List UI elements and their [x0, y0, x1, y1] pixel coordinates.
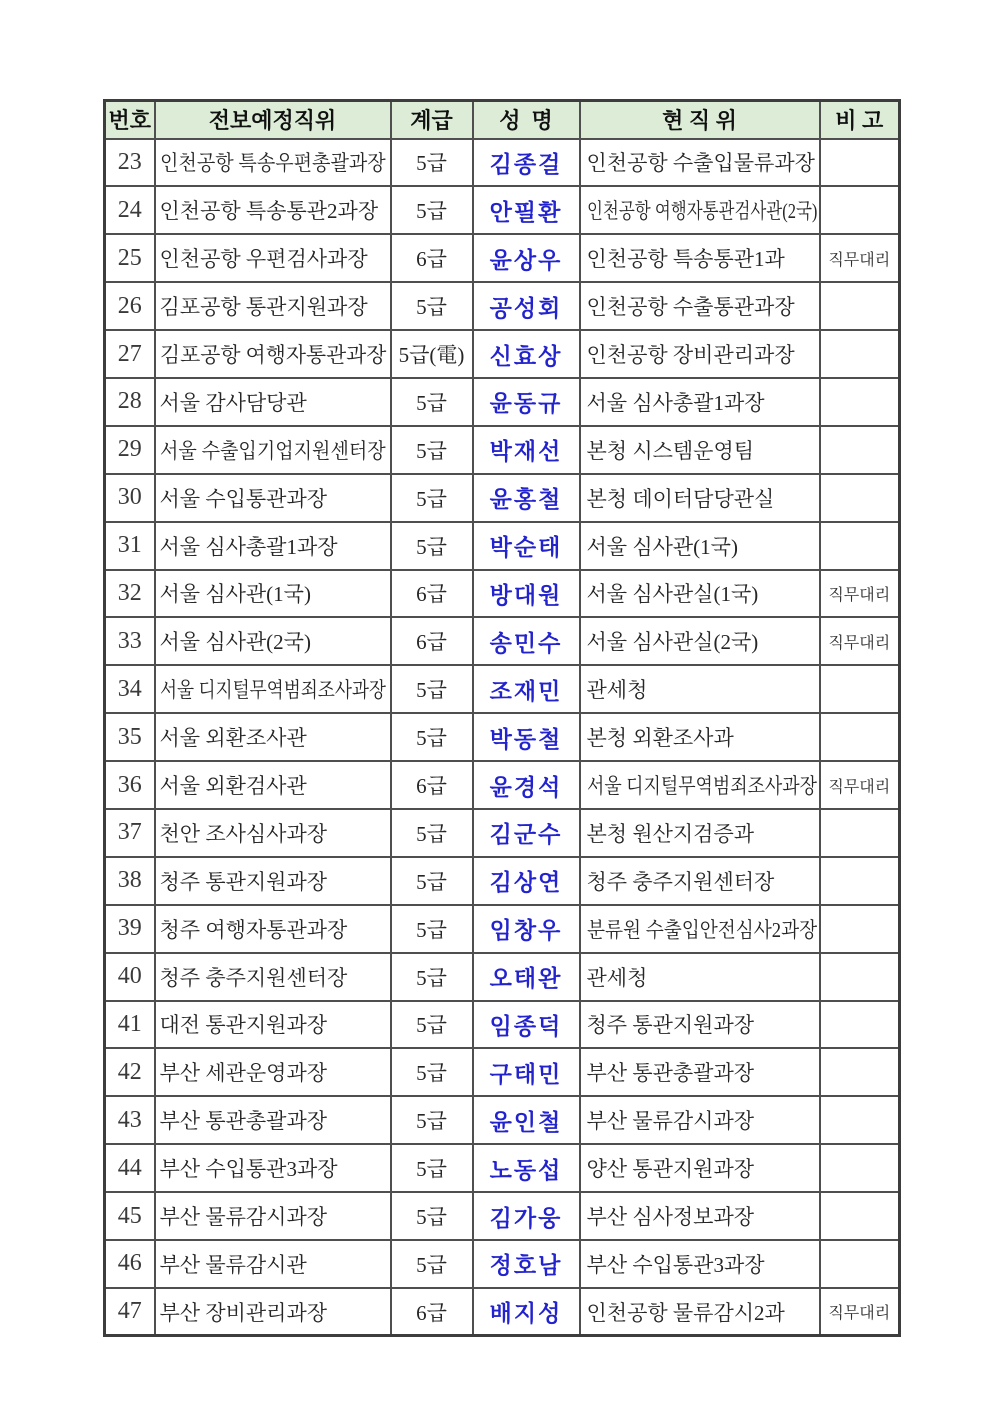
cell-officer-name: 윤상우 — [473, 234, 580, 282]
cell-new-position: 청주 통관지원과장 — [155, 857, 391, 905]
table-row — [105, 953, 900, 1001]
table-row — [105, 809, 900, 857]
cell-new-position: 청주 충주지원센터장 — [155, 953, 391, 1001]
cell-officer-name: 윤인철 — [473, 1096, 580, 1144]
table-row — [105, 570, 900, 618]
cell-note — [820, 426, 900, 474]
cell-note — [820, 809, 900, 857]
table-row — [105, 1096, 900, 1144]
cell-officer-name: 구태민 — [473, 1048, 580, 1096]
cell-new-position: 김포공항 통관지원과장 — [155, 282, 391, 330]
table-row — [105, 1001, 900, 1049]
personnel-transfer-table — [103, 99, 901, 1337]
cell-rank: 5급 — [391, 1192, 473, 1240]
cell-row-number: 45 — [105, 1192, 155, 1240]
cell-rank: 5급 — [391, 1144, 473, 1192]
cell-rank: 6급 — [391, 617, 473, 665]
cell-current-position: 본청 외환조사과 — [580, 713, 820, 761]
cell-new-position: 부산 장비관리과장 — [155, 1288, 391, 1336]
cell-row-number: 29 — [105, 426, 155, 474]
table-row — [105, 378, 900, 426]
cell-row-number: 47 — [105, 1288, 155, 1336]
cell-officer-name: 신효상 — [473, 330, 580, 378]
cell-row-number: 28 — [105, 378, 155, 426]
table-row — [105, 857, 900, 905]
cell-new-position: 부산 통관총괄과장 — [155, 1096, 391, 1144]
table-row — [105, 474, 900, 522]
cell-row-number: 36 — [105, 761, 155, 809]
cell-note — [820, 665, 900, 713]
cell-note: 직무대리 — [820, 570, 900, 618]
cell-rank: 5급 — [391, 522, 473, 570]
cell-row-number: 40 — [105, 953, 155, 1001]
cell-officer-name: 조재민 — [473, 665, 580, 713]
cell-officer-name: 배지성 — [473, 1288, 580, 1336]
cell-current-position: 청주 충주지원센터장 — [580, 857, 820, 905]
cell-rank: 5급 — [391, 378, 473, 426]
header-new-position: 전보예정직위 — [155, 101, 391, 139]
table-row — [105, 1192, 900, 1240]
table-row — [105, 1288, 900, 1336]
cell-note — [820, 1144, 900, 1192]
table-row — [105, 139, 900, 187]
cell-officer-name: 공성회 — [473, 282, 580, 330]
cell-note — [820, 953, 900, 1001]
cell-officer-name: 정호남 — [473, 1240, 580, 1288]
header-no: 번호 — [105, 101, 155, 139]
cell-current-position: 서울 심사관(1국) — [580, 522, 820, 570]
cell-row-number: 35 — [105, 713, 155, 761]
cell-officer-name: 김군수 — [473, 809, 580, 857]
cell-row-number: 43 — [105, 1096, 155, 1144]
table-row — [105, 234, 900, 282]
cell-new-position: 서울 심사관(1국) — [155, 570, 391, 618]
header-rank: 계급 — [391, 101, 473, 139]
cell-note — [820, 522, 900, 570]
table-row — [105, 186, 900, 234]
cell-rank: 5급 — [391, 713, 473, 761]
cell-row-number: 26 — [105, 282, 155, 330]
header-note: 비 고 — [820, 101, 900, 139]
cell-current-position: 서울 심사관실(2국) — [580, 617, 820, 665]
cell-officer-name: 윤경석 — [473, 761, 580, 809]
cell-row-number: 34 — [105, 665, 155, 713]
cell-row-number: 37 — [105, 809, 155, 857]
cell-rank: 6급 — [391, 1288, 473, 1336]
cell-current-position: 인천공항 장비관리과장 — [580, 330, 820, 378]
cell-current-position: 관세청 — [580, 953, 820, 1001]
cell-new-position: 서울 수출입기업지원센터장 — [155, 426, 391, 474]
cell-note: 직무대리 — [820, 234, 900, 282]
cell-current-position: 서울 디지털무역범죄조사과장 — [580, 761, 820, 809]
cell-officer-name: 박순태 — [473, 522, 580, 570]
cell-note — [820, 1048, 900, 1096]
cell-new-position: 인천공항 우편검사과장 — [155, 234, 391, 282]
cell-officer-name: 방대원 — [473, 570, 580, 618]
cell-new-position: 부산 세관운영과장 — [155, 1048, 391, 1096]
cell-note — [820, 1192, 900, 1240]
cell-rank: 6급 — [391, 761, 473, 809]
cell-row-number: 24 — [105, 186, 155, 234]
cell-row-number: 39 — [105, 905, 155, 953]
cell-rank: 5급 — [391, 1001, 473, 1049]
cell-note: 직무대리 — [820, 617, 900, 665]
table-row — [105, 761, 900, 809]
cell-officer-name: 윤동규 — [473, 378, 580, 426]
cell-new-position: 천안 조사심사과장 — [155, 809, 391, 857]
cell-new-position: 김포공항 여행자통관과장 — [155, 330, 391, 378]
cell-row-number: 44 — [105, 1144, 155, 1192]
cell-row-number: 23 — [105, 139, 155, 187]
cell-officer-name: 임창우 — [473, 905, 580, 953]
cell-note — [820, 282, 900, 330]
cell-officer-name: 노동섭 — [473, 1144, 580, 1192]
cell-new-position: 서울 수입통관과장 — [155, 474, 391, 522]
cell-rank: 5급 — [391, 665, 473, 713]
cell-officer-name: 안필환 — [473, 186, 580, 234]
cell-new-position: 서울 심사총괄1과장 — [155, 522, 391, 570]
cell-current-position: 인천공항 여행자통관검사관(2국) — [580, 186, 820, 234]
cell-current-position: 인천공항 특송통관1과 — [580, 234, 820, 282]
cell-rank: 5급 — [391, 809, 473, 857]
cell-new-position: 부산 물류감시관 — [155, 1240, 391, 1288]
table-row — [105, 1144, 900, 1192]
cell-row-number: 42 — [105, 1048, 155, 1096]
cell-officer-name: 오태완 — [473, 953, 580, 1001]
cell-new-position: 서울 감사담당관 — [155, 378, 391, 426]
cell-row-number: 30 — [105, 474, 155, 522]
cell-new-position: 청주 여행자통관과장 — [155, 905, 391, 953]
cell-row-number: 46 — [105, 1240, 155, 1288]
cell-note — [820, 1240, 900, 1288]
cell-row-number: 38 — [105, 857, 155, 905]
cell-note: 직무대리 — [820, 1288, 900, 1336]
cell-rank: 5급 — [391, 1048, 473, 1096]
cell-row-number: 27 — [105, 330, 155, 378]
table-row — [105, 665, 900, 713]
cell-rank: 6급 — [391, 234, 473, 282]
cell-new-position: 서울 디지털무역범죄조사과장 — [155, 665, 391, 713]
cell-current-position: 서울 심사총괄1과장 — [580, 378, 820, 426]
cell-rank: 5급 — [391, 905, 473, 953]
table-row — [105, 282, 900, 330]
cell-new-position: 인천공항 특송우편총괄과장 — [155, 139, 391, 187]
cell-rank: 5급 — [391, 186, 473, 234]
table-row — [105, 713, 900, 761]
cell-note — [820, 905, 900, 953]
cell-rank: 5급 — [391, 282, 473, 330]
cell-rank: 5급 — [391, 953, 473, 1001]
cell-rank: 5급 — [391, 474, 473, 522]
cell-new-position: 서울 외환조사관 — [155, 713, 391, 761]
cell-current-position: 본청 원산지검증과 — [580, 809, 820, 857]
cell-note: 직무대리 — [820, 761, 900, 809]
cell-officer-name: 송민수 — [473, 617, 580, 665]
cell-note — [820, 330, 900, 378]
cell-current-position: 부산 심사정보과장 — [580, 1192, 820, 1240]
cell-current-position: 분류원 수출입안전심사2과장 — [580, 905, 820, 953]
cell-row-number: 32 — [105, 570, 155, 618]
cell-note — [820, 1001, 900, 1049]
cell-officer-name: 김상연 — [473, 857, 580, 905]
cell-row-number: 41 — [105, 1001, 155, 1049]
cell-note — [820, 1096, 900, 1144]
cell-row-number: 33 — [105, 617, 155, 665]
table-row — [105, 522, 900, 570]
cell-note — [820, 186, 900, 234]
cell-rank: 5급(電) — [391, 330, 473, 378]
cell-officer-name: 박동철 — [473, 713, 580, 761]
cell-new-position: 부산 물류감시과장 — [155, 1192, 391, 1240]
table-row — [105, 426, 900, 474]
cell-current-position: 본청 시스템운영팀 — [580, 426, 820, 474]
table-row — [105, 905, 900, 953]
cell-rank: 5급 — [391, 857, 473, 905]
cell-officer-name: 박재선 — [473, 426, 580, 474]
cell-new-position: 부산 수입통관3과장 — [155, 1144, 391, 1192]
cell-new-position: 대전 통관지원과장 — [155, 1001, 391, 1049]
cell-note — [820, 713, 900, 761]
cell-current-position: 인천공항 수출입물류과장 — [580, 139, 820, 187]
cell-officer-name: 윤홍철 — [473, 474, 580, 522]
table-row — [105, 1240, 900, 1288]
cell-rank: 6급 — [391, 570, 473, 618]
cell-current-position: 부산 물류감시과장 — [580, 1096, 820, 1144]
table-header-row — [105, 101, 900, 139]
cell-new-position: 인천공항 특송통관2과장 — [155, 186, 391, 234]
cell-current-position: 서울 심사관실(1국) — [580, 570, 820, 618]
cell-officer-name: 김가웅 — [473, 1192, 580, 1240]
cell-note — [820, 474, 900, 522]
cell-new-position: 서울 외환검사관 — [155, 761, 391, 809]
cell-row-number: 25 — [105, 234, 155, 282]
cell-officer-name: 임종덕 — [473, 1001, 580, 1049]
cell-new-position: 서울 심사관(2국) — [155, 617, 391, 665]
cell-note — [820, 857, 900, 905]
cell-current-position: 부산 수입통관3과장 — [580, 1240, 820, 1288]
cell-current-position: 관세청 — [580, 665, 820, 713]
cell-current-position: 청주 통관지원과장 — [580, 1001, 820, 1049]
header-name: 성 명 — [473, 101, 580, 139]
cell-rank: 5급 — [391, 426, 473, 474]
cell-note — [820, 378, 900, 426]
table-row — [105, 1048, 900, 1096]
cell-current-position: 양산 통관지원과장 — [580, 1144, 820, 1192]
table-row — [105, 330, 900, 378]
table-row — [105, 617, 900, 665]
cell-current-position: 인천공항 수출통관과장 — [580, 282, 820, 330]
cell-note — [820, 139, 900, 187]
cell-rank: 5급 — [391, 1240, 473, 1288]
cell-officer-name: 김종걸 — [473, 139, 580, 187]
header-current-position: 현 직 위 — [580, 101, 820, 139]
cell-current-position: 본청 데이터담당관실 — [580, 474, 820, 522]
cell-rank: 5급 — [391, 1096, 473, 1144]
cell-current-position: 부산 통관총괄과장 — [580, 1048, 820, 1096]
cell-rank: 5급 — [391, 139, 473, 187]
cell-current-position: 인천공항 물류감시2과 — [580, 1288, 820, 1336]
cell-row-number: 31 — [105, 522, 155, 570]
